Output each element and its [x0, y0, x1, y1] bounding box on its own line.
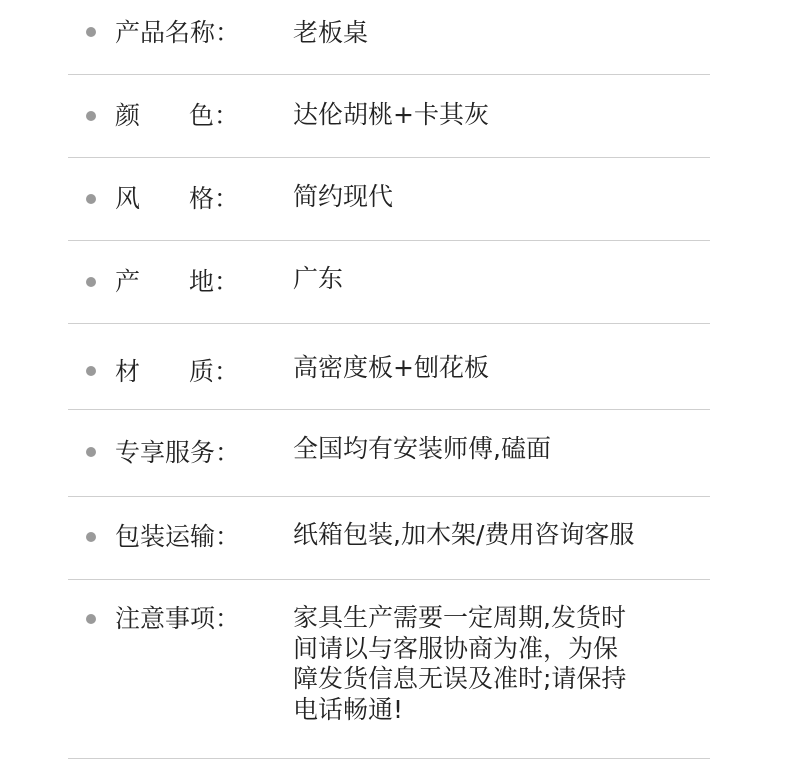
- spec-value: 纸箱包装,加木架/费用咨询客服: [293, 520, 635, 549]
- spec-label-char: 材: [115, 357, 141, 386]
- spec-label: 包装运输：: [115, 522, 241, 551]
- bullet-icon: [86, 614, 96, 624]
- spec-label-colon: ：: [214, 267, 240, 296]
- spec-label: [115, 356, 214, 388]
- spec-label-char: 格: [188, 184, 214, 213]
- divider: [68, 579, 710, 580]
- spec-label: [115, 266, 214, 298]
- bullet-icon: [86, 194, 96, 204]
- spec-label-char: 产: [115, 267, 141, 296]
- divider: [68, 496, 710, 497]
- bullet-icon: [86, 111, 96, 121]
- spec-label-char: 质: [188, 357, 214, 386]
- bullet-icon: [86, 277, 96, 287]
- divider: [68, 240, 710, 241]
- spec-label-char: 颜: [115, 101, 141, 130]
- divider: [68, 409, 710, 410]
- spec-value: 达伦胡桃+卡其灰: [293, 100, 489, 129]
- spec-label-colon: ：: [214, 357, 240, 386]
- bullet-icon: [86, 447, 96, 457]
- spec-label: 专享服务：: [115, 438, 241, 467]
- spec-value-line: 家具生产需要一定周期,发货时: [293, 603, 626, 632]
- spec-label: 产品名称：: [115, 18, 241, 47]
- bullet-icon: [86, 532, 96, 542]
- bullet-icon: [86, 366, 96, 376]
- spec-label-char: 地: [188, 267, 214, 296]
- spec-label: [115, 100, 214, 132]
- spec-value: 全国均有安装师傅,磕面: [293, 434, 551, 463]
- spec-label-colon: ：: [214, 184, 240, 213]
- spec-label: [115, 183, 214, 215]
- spec-value: 广东: [293, 264, 344, 293]
- spec-label-colon: ：: [214, 101, 240, 130]
- spec-value-line: 障发货信息无误及准时;请保持: [293, 664, 627, 693]
- spec-value-line: 电话畅通!: [293, 694, 404, 724]
- spec-value: 高密度板+刨花板: [293, 353, 489, 382]
- divider: [68, 74, 710, 75]
- spec-label-char: 色: [188, 101, 214, 130]
- divider: [68, 758, 710, 759]
- spec-label: 注意事项：: [115, 604, 241, 633]
- spec-label-char: 风: [115, 184, 141, 213]
- bullet-icon: [86, 27, 96, 37]
- spec-value-line: 间请以与客服协商为准，为保: [293, 633, 619, 663]
- spec-value: 老板桌: [293, 18, 369, 47]
- divider: [68, 323, 710, 324]
- divider: [68, 157, 710, 158]
- spec-value: 简约现代: [293, 182, 394, 211]
- spec-value: [293, 603, 653, 725]
